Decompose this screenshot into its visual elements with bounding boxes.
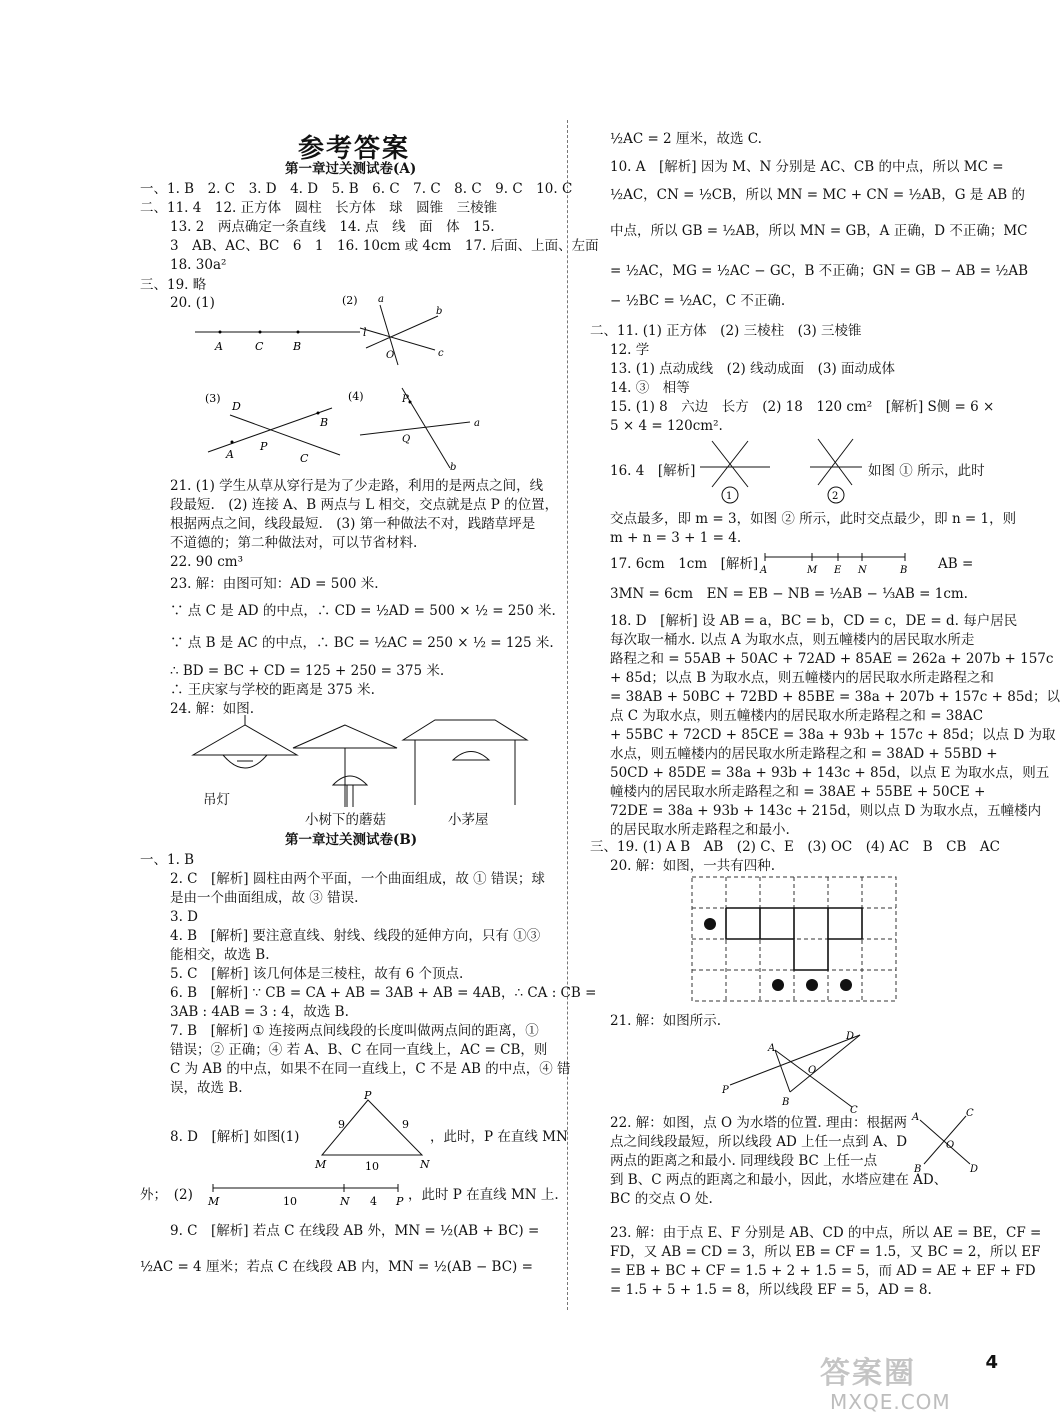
answer-line: 72DE = 38a + 93b + 143c + 215d，则以点 D 为取水点，五幢楼内 [610,803,1042,819]
answer-line: 6. B [解析] ∵ CB = CA + AB = 3AB + AB = 4AB，∴ CA : CB = [170,985,597,1001]
svg-text:(2): (2) [342,294,358,307]
svg-text:b: b [450,462,457,473]
svg-text:9: 9 [338,1118,345,1131]
figure-label-hut: 小茅屋 [448,812,489,828]
answer-line: 如图 ① 所示，此时 [868,463,985,479]
answer-line: 误，故选 B. [170,1080,243,1096]
answer-line: 3MN = 6cm EN = EB − NB = ½AB − ⅓AB = 1cm. [610,586,968,602]
fig-20-4 [348,388,480,473]
fig-20-1 [195,326,367,353]
answer-line: 交点最多，即 m = 3，如图 ② 所示，此时交点最少，即 n = 1，则 [610,511,1017,527]
q8-triangle-figure [310,1090,430,1175]
answer-line: FD，又 AB = CD = 3，所以 EB = CF = 1.5，又 BC = 2，所以 EF [610,1244,1041,1260]
fig-16-1 [700,441,770,503]
svg-text:9: 9 [402,1118,409,1131]
svg-text:c: c [438,348,444,359]
answer-line: 4. B [解析] 要注意直线、射线、线段的延伸方向，只有 ①③ [170,928,541,944]
answer-line: 21. (1) 学生从草从穿行是为了少走路，利用的是两点之间，线 [170,478,544,494]
svg-text:O: O [946,1140,955,1151]
svg-text:B: B [293,340,302,353]
answer-line: + 85d；以点 B 为取水点，则五幢楼内的居民取水所走路程之和 [610,670,994,686]
answer-line: 到 B、C 两点的距离之和最小，因此，水塔应建在 AD、 [610,1172,948,1188]
svg-text:l: l [363,326,367,339]
answer-line: 3AB : 4AB = 3 : 4，故选 B. [170,1004,349,1020]
fig-16-2 [810,439,862,503]
svg-text:D: D [846,1031,855,1042]
lamp-figure [193,715,297,768]
test-b-header: 第一章过关测试卷(B) [285,832,418,848]
answer-line: 18. 30a² [170,257,227,273]
svg-text:D: D [232,400,241,413]
answer-line: + 55BC + 72CD + 85CE = 38a + 93b + 157c + 85d；以点 D 为取 [610,727,1056,743]
svg-text:E: E [834,565,842,576]
answer-line: 23. 解：由于点 E、F 分别是 AB、CD 的中点，所以 AE = BE，CF = [610,1225,1042,1241]
answer-line: 中点，所以 GB = ½AB，所以 MN = GB，A 正确，D 不正确；MC [610,223,1028,239]
figure-label-mushroom: 小树下的蘑菇 [305,812,386,828]
answer-line: 18. D [解析] 设 AB = a，BC = b，CD = c，DE = d. 每户居民 [610,613,1018,629]
answer-line: ∵ 点 C 是 AD 的中点，∴ CD = ½AD = 500 × ½ = 250 米. [170,603,556,619]
svg-text:10: 10 [365,1160,379,1173]
svg-text:B: B [900,565,908,576]
answer-line: 三、19. 略 [140,277,207,293]
svg-text:A: A [215,340,223,353]
svg-text:C: C [255,340,264,353]
svg-text:N: N [340,1195,350,1208]
answer-line: ∴ BD = BC + CD = 125 + 250 = 375 米. [170,663,445,679]
watermark [820,1348,951,1414]
answer-line: − ½BC = ½AC，C 不正确. [610,293,786,309]
hut-figure [403,720,527,805]
answer-line: 三、19. (1) A B AB (2) C、E (3) OC (4) AC B CB AC [590,839,1000,855]
q24-figures [175,715,550,815]
svg-text:A: A [760,565,768,576]
answer-line: = EB + BC + CF = 1.5 + 2 + 1.5 = 5，而 AD = AE + EF + FD [610,1263,1036,1279]
answer-line: ½AC = 2 厘米，故选 C. [610,131,762,147]
answer-line: 21. 解：如图所示. [610,1013,722,1029]
test-a-header: 第一章过关测试卷(A) [285,161,417,177]
answer-line: 两点的距离之和最小. 同理线段 BC 上任一点 [610,1153,878,1169]
answer-line: 13. (1) 点动成线 (2) 线动成面 (3) 面动成体 [610,361,896,377]
answer-line: 的居民取水所走路程之和最小. [610,822,790,838]
page-title: 参考答案 [298,134,411,164]
answer-line: 23. 解：由图可知：AD = 500 米. [170,576,379,592]
svg-text:b: b [436,306,443,317]
svg-text:P: P [260,440,268,453]
svg-text:(3): (3) [205,392,221,405]
answer-line: 能相交，故选 B. [170,947,270,963]
answer-line: 外； (2) [140,1187,193,1203]
answer-line: BC 的交点 O 处. [610,1191,713,1207]
svg-text:B: B [320,416,329,429]
answer-line: 一、1. B [140,852,195,868]
answer-line: 二、11. 4 12. 正方体 圆柱 长方体 球 圆锥 三棱锥 [140,200,498,216]
answer-line: 幢楼内的居民取水所走路程之和 = 38AE + 55BE + 50CE + [610,784,986,800]
answer-line: 17. 6cm 1cm [解析] [610,556,759,572]
answer-line: 13. 2 两点确定一条直线 14. 点 线 面 体 15. [170,219,495,235]
q17-line-figure [760,545,910,577]
q16-figures [690,435,870,507]
svg-text:A: A [226,448,234,461]
q8-line-figure [208,1178,404,1208]
answer-line: 根据两点之间，线段最短. (3) 第一种做法不对，践踏草坪是 [170,516,536,532]
answer-line: 错误；② 正确；④ 若 A、B、C 在同一直线上，AC = CB，则 [170,1042,548,1058]
answer-line: 12. 学 [610,342,650,358]
answer-line: 段最短. (2) 连接 A、B 两点与 L 相交，交点就是点 P 的位置， [170,497,559,513]
answer-line: 14. ③ 相等 [610,380,690,396]
answer-line: 点 C 为取水点，则五幢楼内的居民取水所走路程之和 = 38AC [610,708,984,724]
answer-line: 3. D [170,909,198,925]
svg-text:N: N [858,565,867,576]
answer-line: 每次取一桶水. 以点 A 为取水点，则五幢楼内的居民取水所走 [610,632,975,648]
answer-line: 20. 解：如图，一共有四种. [610,858,776,874]
fig-20-3 [205,392,340,465]
answer-line: ∴ 王庆家与学校的距离是 375 米. [170,682,375,698]
watermark-top: 答案圈 [820,1356,916,1391]
svg-text:M: M [807,565,818,576]
q22-figure [912,1108,980,1176]
answer-line: 20. (1) [170,295,215,311]
answer-line: 22. 90 cm³ [170,554,244,570]
svg-text:P: P [402,394,409,405]
svg-text:(4): (4) [348,390,364,403]
answer-line: 3 AB、AC、BC 6 1 16. 10cm 或 4cm 17. 后面、上面、左面 [170,238,599,254]
svg-text:P: P [364,1089,372,1102]
answer-line: 8. D [解析] 如图(1) [170,1129,300,1145]
svg-text:C: C [966,1108,974,1119]
answer-line: 一、1. B 2. C 3. D 4. D 5. B 6. C 7. C 8. C 9. C 10. C [140,181,573,197]
answer-line: 24. 解：如图. [170,701,255,717]
answer-line: ∵ 点 B 是 AC 的中点，∴ BC = ½AC = 250 × ½ = 125 米. [170,635,554,651]
answer-line: 水点，则五幢楼内的居民取水所走路程之和 = 38AD + 55BD + [610,746,998,762]
svg-text:a: a [474,418,480,429]
answer-line: 15. (1) 8 六边 长方 (2) 18 120 cm² [解析] S侧 = 6 × [610,399,995,415]
answer-line: 是由一个曲面组成，故 ③ 错误. [170,890,359,906]
figure-label-lamp: 吊灯 [203,792,230,808]
page-number: 4 [985,1352,998,1373]
svg-text:A: A [912,1112,920,1123]
svg-text:P: P [722,1085,729,1096]
answer-line: = ½AC，MG = ½AC − GC，B 不正确；GN = GB − AB = ½AB [610,263,1029,279]
svg-text:B: B [782,1097,790,1108]
svg-text:A: A [768,1043,776,1054]
answer-line: 5 × 4 = 120cm². [610,418,723,434]
q21-figure [720,1025,870,1115]
answer-line: 5. C [解析] 该几何体是三棱柱，故有 6 个顶点. [170,966,464,982]
answer-line: C 为 AB 的中点，如果不在同一直线上，C 不是 AB 的中点，④ 错 [170,1061,571,1077]
answer-line: m + n = 3 + 1 = 4. [610,530,742,546]
answer-line: 50CD + 85DE = 38a + 93b + 143c + 85d，以点 E 为取水点，则五 [610,765,1050,781]
answer-line: 16. 4 [解析] [610,463,696,479]
svg-text:O: O [808,1065,817,1076]
svg-text:Q: Q [402,434,411,445]
answer-line: ½AC，CN = ½CB，所以 MN = MC + CN = ½AB，G 是 AB 的 [610,187,1026,203]
svg-text:O: O [386,350,395,361]
mushroom-figure [293,725,397,807]
answer-line: AB = [938,556,974,572]
svg-text:1: 1 [726,491,733,502]
svg-text:B: B [914,1164,922,1175]
answer-line: 点之间线段最短，所以线段 AD 上任一点到 A、D [610,1134,908,1150]
fig-20-2 [342,294,444,365]
answer-line: ，此时 P 在直线 MN 上. [408,1187,559,1203]
answer-line: 二、11. (1) 正方体 (2) 三棱柱 (3) 三棱锥 [590,323,862,339]
answer-line: = 38AB + 50BC + 72BD + 85BE = 38a + 207b + 157c + 85d；以 [610,689,1060,705]
answer-line: 路程之和 = 55AB + 50AC + 72AD + 85AE = 262a + 207b + 157c [610,651,1054,667]
svg-text:10: 10 [283,1195,297,1208]
svg-text:N: N [420,1158,430,1171]
answer-line: 22. 解：如图，点 O 为水塔的位置. 理由：根据两 [610,1115,907,1131]
svg-text:M: M [315,1158,327,1171]
watermark-bottom: MXQE.COM [830,1390,951,1414]
svg-text:D: D [970,1164,979,1175]
answer-line: ，此时，P 在直线 MN [430,1129,568,1145]
svg-text:4: 4 [370,1195,377,1208]
answer-line: 2. C [解析] 圆柱由两个平面，一个曲面组成，故 ① 错误；球 [170,871,545,887]
answer-line: = 1.5 + 5 + 1.5 = 8，所以线段 EF = 5，AD = 8. [610,1282,932,1298]
q20-figures [180,290,560,473]
answer-line: 不道德的；第二种做法对，可以节省材料. [170,535,418,551]
answer-line: 7. B [解析] ① 连接两点间线段的长度叫做两点间的距离，① [170,1023,539,1039]
answer-line: 10. A [解析] 因为 M、N 分别是 AC、CB 的中点，所以 MC = [610,159,1004,175]
svg-text:2: 2 [832,491,839,502]
svg-text:C: C [850,1105,858,1116]
svg-text:P: P [396,1195,404,1208]
svg-text:M: M [208,1195,220,1208]
answer-line: 9. C [解析] 若点 C 在线段 AB 外，MN = ½(AB + BC) = [170,1223,540,1239]
svg-text:a: a [378,294,384,305]
svg-text:C: C [300,452,309,465]
answer-line: ½AC = 4 厘米；若点 C 在线段 AB 内，MN = ½(AB − BC) = [140,1259,533,1275]
q20-grid-figure [690,875,905,1005]
